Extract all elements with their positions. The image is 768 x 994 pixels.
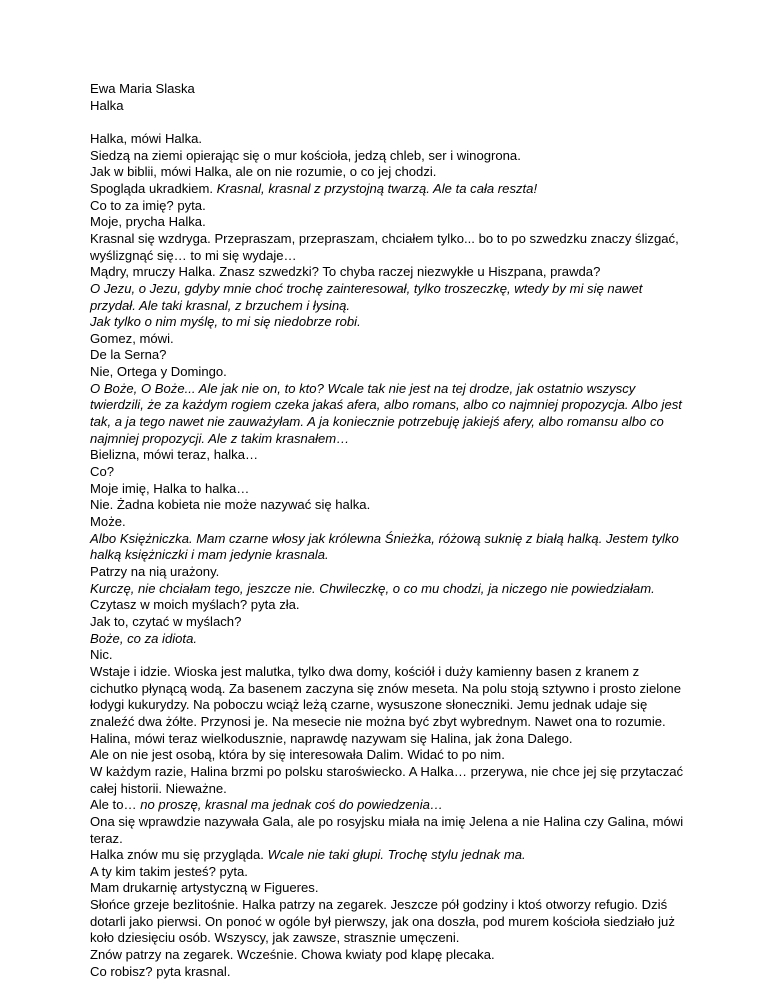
story-paragraph (90, 198, 690, 215)
story-paragraph (90, 947, 690, 964)
text-run: Co? (90, 464, 115, 480)
story-paragraph (90, 481, 690, 498)
story-paragraph (90, 864, 690, 881)
story-paragraph (90, 364, 690, 381)
story-paragraph (90, 614, 690, 631)
story-paragraph (90, 847, 690, 864)
text-run: Gomez, mówi. (90, 330, 174, 346)
document-title: Halka (90, 97, 124, 113)
text-run: Halina, mówi teraz wielkodusznie, naprawdę nazywam się Halina, jak żona Dalego. (90, 730, 573, 746)
story-paragraph (90, 381, 690, 448)
story-paragraph (90, 497, 690, 514)
story-paragraph (90, 581, 690, 598)
text-run: Moje imię, Halka to halka… (90, 480, 250, 496)
document-page (90, 81, 690, 980)
text-run: Halka znów mu się przygląda. (90, 847, 268, 863)
italic-text-run: Jak tylko o nim myślę, to mi się niedobrze robi. (90, 314, 361, 330)
story-paragraph (90, 264, 690, 281)
text-run: Czytasz w moich myślach? pyta zła. (90, 597, 300, 613)
italic-text-run: Albo Księżniczka. Mam czarne włosy jak królewna Śnieżka, różową suknię z białą halką. Jestem tylko halką księżniczki i mam jedynie krasnala. (90, 530, 679, 563)
story-paragraph (90, 231, 690, 264)
text-run: Nic. (90, 647, 113, 663)
italic-text-run: Boże, co za idiota. (90, 630, 197, 646)
text-run: Patrzy na nią urażony. (90, 564, 220, 580)
text-run: W każdym razie, Halina brzmi po polsku staroświecko. A Halka… przerywa, nie chce jej się przytaczać całej historii. Nieważne. (90, 763, 684, 796)
story-paragraph (90, 664, 690, 731)
text-run: Słońce grzeje bezlitośnie. Halka patrzy na zegarek. Jeszcze pół godziny i ktoś otworzy refugio. Dziś dotarli jako pierwsi. On ponoć w ogóle był pierwszy, jak ona doszła, pod murem kościoła siedziało już koło dziesięciu osób. Wszyscy, jak zawsze, strasznie umęczeni. (90, 897, 675, 946)
story-paragraph (90, 181, 690, 198)
text-run: Co robisz? pyta krasnal. (90, 963, 231, 979)
story-paragraph (90, 148, 690, 165)
blank-line (90, 114, 690, 131)
text-run: Wstaje i idzie. Wioska jest malutka, tylko dwa domy, kościół i duży kamienny basen z kranem z cichutko płynącą wodą. Za basenem zaczyna się znów meseta. Na polu stoją sztywno i prosto zielone łodygi kukurydzy. Na poboczu wciąż leżą czarne, wysuszone słoneczniki. Jemu jednak udaje się znaleźć dwa żółte. Przynosi je. Na mesecie nie można być zbyt wybrednym. Nawet ona to rozumie. (90, 663, 681, 729)
text-run: Bielizna, mówi teraz, halka… (90, 447, 259, 463)
italic-text-run: no proszę, krasnal ma jednak coś do powiedzenia… (140, 797, 443, 813)
story-paragraph (90, 814, 690, 847)
text-run: A ty kim takim jesteś? pyta. (90, 863, 248, 879)
text-run: Ale on nie jest osobą, która by się interesowała Dalim. Widać to po nim. (90, 747, 505, 763)
text-run: Spogląda ukradkiem. (90, 180, 217, 196)
italic-text-run: Wcale nie taki głupi. Trochę stylu jednak ma. (267, 847, 526, 863)
story-paragraph (90, 880, 690, 897)
text-run: Mam drukarnię artystyczną w Figueres. (90, 880, 319, 896)
story-paragraph (90, 731, 690, 748)
text-run: Moje, prycha Halka. (90, 214, 206, 230)
story-paragraph (90, 464, 690, 481)
story-text (90, 131, 690, 980)
story-paragraph (90, 964, 690, 981)
story-paragraph (90, 281, 690, 314)
italic-text-run: O Jezu, o Jezu, gdyby mnie choć trochę zainteresował, tylko troszeczkę, wtedy by mi się nawet przydał. Ale taki krasnal, z brzuchem i łysiną. (90, 280, 643, 313)
story-paragraph (90, 647, 690, 664)
text-run: Jak w biblii, mówi Halka, ale on nie rozumie, o co jej chodzi. (90, 164, 437, 180)
story-paragraph (90, 897, 690, 947)
text-run: Siedzą na ziemi opierając się o mur kościoła, jedzą chleb, ser i winogrona. (90, 147, 521, 163)
italic-text-run: O Boże, O Boże... Ale jak nie on, to kto? Wcale tak nie jest na tej drodze, jak ostatnio wszyscy twierdzili, że za każdym rogiem czeka jakaś afera, albo romans, albo co najmniej propozycja. Albo jest tak, a ja tego nawet nie zauważyłam. A ja koniecznie potrzebuję jakiejś afery, albo romansu albo co najmniej propozycji. Ale z takim krasnałem… (90, 380, 682, 446)
text-run: Znów patrzy na zegarek. Wcześnie. Chowa kwiaty pod klapę plecaka. (90, 947, 495, 963)
story-paragraph (90, 631, 690, 648)
story-paragraph (90, 514, 690, 531)
story-paragraph (90, 131, 690, 148)
text-run: De la Serna? (90, 347, 167, 363)
story-paragraph (90, 531, 690, 564)
story-paragraph (90, 314, 690, 331)
text-run: Ona się wprawdzie nazywała Gala, ale po rosyjsku miała na imię Jelena a nie Halina czy Galina, mówi teraz. (90, 813, 684, 846)
italic-text-run: Krasnal, krasnal z przystojną twarzą. Ale ta cała reszta! (216, 180, 538, 196)
author-name: Ewa Maria Slaska (90, 81, 195, 96)
story-paragraph (90, 597, 690, 614)
story-paragraph (90, 347, 690, 364)
story-paragraph (90, 747, 690, 764)
text-run: Halka, mówi Halka. (90, 130, 203, 146)
text-run: Krasnal się wzdryga. Przepraszam, przepraszam, chciałem tylko... bo to po szwedzku znaczy ślizgać, wyślizgnąć się… to mi się wydaje… (90, 230, 679, 263)
text-run: Nie, Ortega y Domingo. (90, 364, 227, 380)
story-paragraph (90, 447, 690, 464)
text-run: Jak to, czytać w myślach? (90, 613, 242, 629)
story-paragraph (90, 764, 690, 797)
story-paragraph (90, 564, 690, 581)
story-paragraph (90, 164, 690, 181)
story-paragraph (90, 797, 690, 814)
text-run: Mądry, mruczy Halka. Znasz szwedzki? To chyba raczej niezwykłe u Hiszpana, prawda? (90, 264, 601, 280)
text-run: Ale to… (90, 797, 141, 813)
story-paragraph (90, 214, 690, 231)
story-paragraph (90, 331, 690, 348)
text-run: Może. (90, 514, 126, 530)
text-run: Co to za imię? pyta. (90, 197, 206, 213)
text-run: Nie. Żadna kobieta nie może nazywać się halka. (90, 497, 371, 513)
italic-text-run: Kurczę, nie chciałam tego, jeszcze nie. Chwileczkę, o co mu chodzi, ja niczego nie powiedziałam. (90, 580, 655, 596)
